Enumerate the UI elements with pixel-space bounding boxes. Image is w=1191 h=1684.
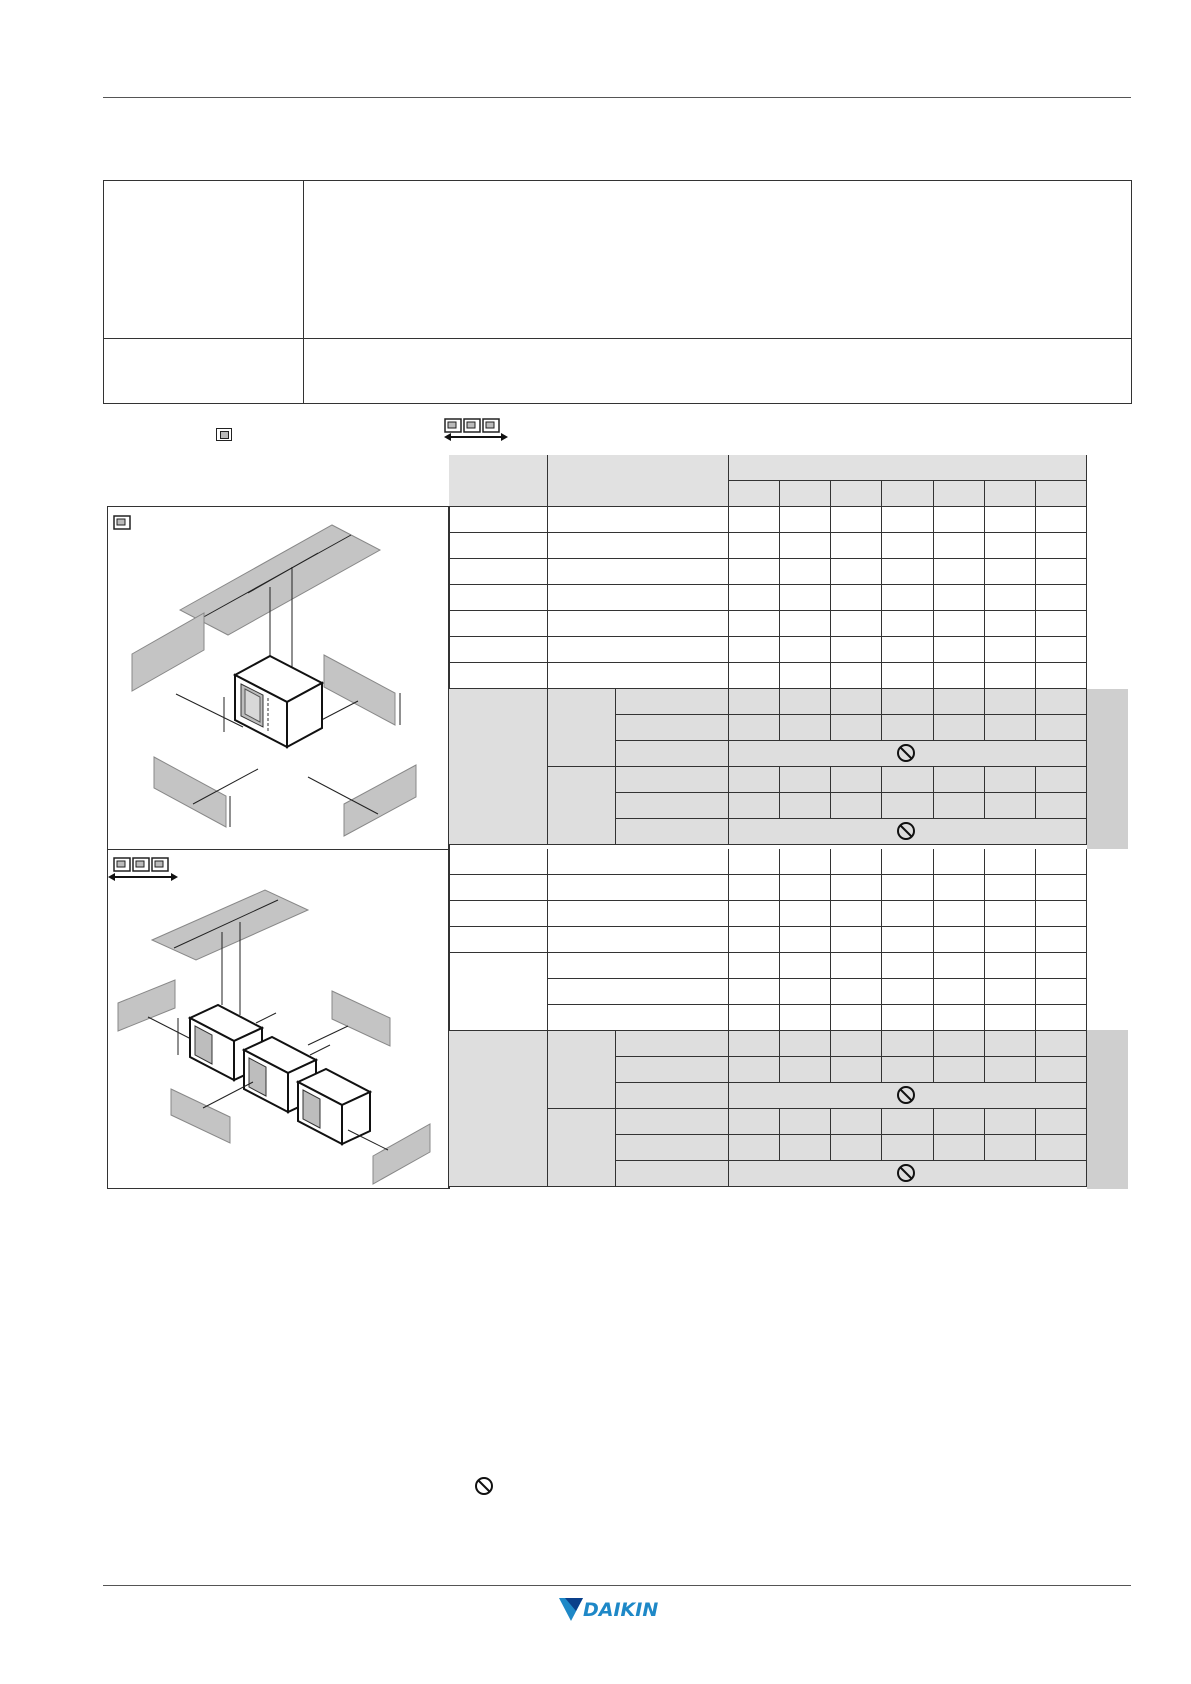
value-cell [729, 1109, 780, 1135]
single-unit-icon [216, 428, 232, 441]
value-cell [729, 1135, 780, 1161]
value-cell [1036, 1005, 1087, 1031]
row-label-cell [449, 559, 548, 585]
row-label-cell [616, 1135, 729, 1161]
value-cell [831, 481, 882, 507]
value-cell [1036, 559, 1087, 585]
prohibited-symbol-icon [896, 1163, 916, 1183]
value-cell [729, 849, 780, 875]
subgroup-label-cell [548, 1109, 616, 1187]
row-label-cell [449, 901, 548, 927]
value-cell [934, 767, 985, 793]
row-label-cell [548, 663, 729, 689]
value-cell [729, 767, 780, 793]
value-cell [882, 481, 933, 507]
value-cell [985, 585, 1036, 611]
row-label-cell [616, 1031, 729, 1057]
value-cell [985, 533, 1036, 559]
value-cell [934, 1005, 985, 1031]
value-cell [1036, 875, 1087, 901]
value-cell [1036, 979, 1087, 1005]
value-cell [882, 637, 933, 663]
value-cell [985, 901, 1036, 927]
value-cell [985, 979, 1036, 1005]
value-cell [831, 793, 882, 819]
row-label-cell [449, 927, 548, 953]
subgroup-label-cell [548, 1031, 616, 1109]
value-cell [882, 875, 933, 901]
value-cell [985, 793, 1036, 819]
value-cell [1036, 849, 1087, 875]
value-cell [1036, 715, 1087, 741]
group-label-cell [449, 1031, 548, 1187]
value-cell [934, 689, 985, 715]
value-cell [831, 637, 882, 663]
value-cell [831, 663, 882, 689]
value-cell [882, 979, 933, 1005]
value-cell [1036, 927, 1087, 953]
value-cell [985, 689, 1036, 715]
value-cell [831, 875, 882, 901]
value-cell [780, 481, 831, 507]
value-cell [985, 1109, 1036, 1135]
value-cell [780, 1005, 831, 1031]
value-cell [882, 953, 933, 979]
row-label-cell [548, 637, 729, 663]
value-cell [831, 767, 882, 793]
value-cell [934, 927, 985, 953]
row-label-cell [548, 875, 729, 901]
row-label-cell [616, 767, 729, 793]
info-table-column-divider [303, 181, 304, 403]
row-label-cell [548, 849, 729, 875]
value-cell [831, 953, 882, 979]
value-cell [831, 559, 882, 585]
value-cell [780, 507, 831, 533]
value-cell [780, 849, 831, 875]
value-cell [1036, 901, 1087, 927]
value-cell [882, 663, 933, 689]
value-cell [882, 901, 933, 927]
value-cell [882, 689, 933, 715]
row-label-cell [449, 533, 548, 559]
value-cell [831, 1031, 882, 1057]
multi-unit-row-icon [444, 418, 508, 442]
value-cell [934, 663, 985, 689]
value-cell [831, 689, 882, 715]
value-cell [780, 767, 831, 793]
value-cell [934, 611, 985, 637]
value-cell [882, 1031, 933, 1057]
value-cell [934, 1031, 985, 1057]
value-cell [780, 793, 831, 819]
value-cell [882, 1135, 933, 1161]
value-cell [831, 585, 882, 611]
value-cell [780, 1057, 831, 1083]
value-cell [934, 507, 985, 533]
value-cell [882, 715, 933, 741]
value-cell [780, 1031, 831, 1057]
row-label-cell [548, 953, 729, 979]
value-cell [985, 559, 1036, 585]
value-cell [1036, 663, 1087, 689]
value-cell [934, 901, 985, 927]
row-label-cell [548, 979, 729, 1005]
row-label-cell [616, 1057, 729, 1083]
value-cell [985, 715, 1036, 741]
row-label-cell [616, 689, 729, 715]
value-cell [934, 715, 985, 741]
value-cell [1036, 637, 1087, 663]
row-label-cell [449, 637, 548, 663]
value-cell [882, 1005, 933, 1031]
value-cell [780, 663, 831, 689]
value-cell [729, 637, 780, 663]
value-cell [831, 1057, 882, 1083]
value-cell [780, 1135, 831, 1161]
value-cell [882, 559, 933, 585]
side-tab-upper [1087, 689, 1128, 849]
value-cell [831, 849, 882, 875]
value-cell [729, 559, 780, 585]
value-cell [985, 663, 1036, 689]
value-cell [729, 715, 780, 741]
value-cell [882, 533, 933, 559]
value-cell [1036, 689, 1087, 715]
value-cell [985, 637, 1036, 663]
footer-divider [103, 1585, 1131, 1586]
value-cell [985, 927, 1036, 953]
value-cell [934, 1109, 985, 1135]
value-cell [729, 663, 780, 689]
value-cell [780, 637, 831, 663]
row-label-cell [449, 663, 548, 689]
value-cell [780, 901, 831, 927]
header-divider [103, 97, 1131, 98]
value-cell [985, 611, 1036, 637]
side-tab-lower [1087, 1030, 1128, 1189]
value-cell [780, 611, 831, 637]
value-cell [934, 1057, 985, 1083]
value-cell [1036, 1057, 1087, 1083]
value-cell [729, 1057, 780, 1083]
value-cell [780, 1109, 831, 1135]
value-cell [882, 1057, 933, 1083]
header-cell [729, 455, 1087, 481]
value-cell [882, 793, 933, 819]
value-cell [780, 689, 831, 715]
value-cell [780, 533, 831, 559]
value-cell [985, 507, 1036, 533]
value-cell [780, 979, 831, 1005]
value-cell [1036, 507, 1087, 533]
single-unit-clearance-diagram [108, 507, 448, 849]
value-cell [985, 1005, 1036, 1031]
value-cell [831, 533, 882, 559]
row-label-cell [616, 715, 729, 741]
value-cell [729, 1031, 780, 1057]
logo-text: DAIKIN [583, 1599, 659, 1621]
value-cell [729, 793, 780, 819]
value-cell [985, 953, 1036, 979]
value-cell [1036, 1135, 1087, 1161]
value-cell [729, 507, 780, 533]
value-cell [934, 533, 985, 559]
value-cell [780, 715, 831, 741]
value-cell [934, 875, 985, 901]
value-cell [934, 1135, 985, 1161]
value-cell [934, 559, 985, 585]
value-cell [780, 953, 831, 979]
value-cell [934, 849, 985, 875]
value-cell [831, 1135, 882, 1161]
value-cell [831, 979, 882, 1005]
value-cell [729, 875, 780, 901]
row-label-cell [449, 849, 548, 875]
row-label-cell [616, 819, 729, 845]
value-cell [985, 875, 1036, 901]
value-cell [934, 481, 985, 507]
value-cell [1036, 1031, 1087, 1057]
daikin-logo [559, 1595, 677, 1623]
row-label-cell [548, 611, 729, 637]
row-label-cell [548, 585, 729, 611]
value-cell [934, 979, 985, 1005]
row-label-cell [548, 1005, 729, 1031]
value-cell [985, 767, 1036, 793]
row-label-cell [449, 611, 548, 637]
header-cell [548, 455, 729, 507]
value-cell [1036, 793, 1087, 819]
value-cell [729, 927, 780, 953]
value-cell [729, 953, 780, 979]
value-cell [934, 953, 985, 979]
value-cell [780, 927, 831, 953]
value-cell [985, 481, 1036, 507]
value-cell [882, 927, 933, 953]
value-cell [882, 1109, 933, 1135]
value-cell [729, 481, 780, 507]
value-cell [1036, 1109, 1087, 1135]
value-cell [882, 507, 933, 533]
value-cell [985, 1031, 1036, 1057]
value-cell [831, 1109, 882, 1135]
value-cell [729, 611, 780, 637]
row-label-cell [616, 1083, 729, 1109]
value-cell [1036, 533, 1087, 559]
value-cell [831, 611, 882, 637]
row-label-cell [548, 507, 729, 533]
clearance-table [449, 455, 1087, 1189]
value-cell [985, 1135, 1036, 1161]
value-cell [831, 507, 882, 533]
value-cell [1036, 611, 1087, 637]
value-cell [1036, 481, 1087, 507]
value-cell [729, 901, 780, 927]
value-cell [934, 793, 985, 819]
subgroup-label-cell [548, 689, 616, 767]
header-cell [449, 455, 548, 507]
row-label-cell [616, 1161, 729, 1187]
row-label-cell [616, 741, 729, 767]
value-cell [882, 849, 933, 875]
value-cell [934, 585, 985, 611]
row-label-cell [449, 953, 548, 1031]
value-cell [729, 533, 780, 559]
info-table-row-divider [104, 338, 1131, 339]
value-cell [831, 927, 882, 953]
value-cell [1036, 953, 1087, 979]
value-cell [831, 901, 882, 927]
value-cell [1036, 585, 1087, 611]
value-cell [780, 585, 831, 611]
row-label-cell [616, 1109, 729, 1135]
prohibited-symbol-icon [896, 821, 916, 841]
row-label-cell [548, 927, 729, 953]
info-table [103, 180, 1132, 404]
value-cell [985, 1057, 1036, 1083]
subgroup-label-cell [548, 767, 616, 845]
value-cell [831, 715, 882, 741]
row-label-cell [449, 507, 548, 533]
value-cell [729, 689, 780, 715]
value-cell [780, 559, 831, 585]
row-label-cell [449, 585, 548, 611]
value-cell [780, 875, 831, 901]
prohibited-symbol-icon [896, 743, 916, 763]
row-label-cell [548, 559, 729, 585]
row-label-cell [548, 533, 729, 559]
value-cell [882, 767, 933, 793]
value-cell [985, 849, 1036, 875]
value-cell [831, 1005, 882, 1031]
value-cell [1036, 767, 1087, 793]
value-cell [934, 637, 985, 663]
value-cell [729, 979, 780, 1005]
value-cell [882, 611, 933, 637]
group-label-cell [449, 689, 548, 845]
row-label-cell [449, 875, 548, 901]
prohibited-symbol-icon [474, 1476, 494, 1496]
row-label-cell [616, 793, 729, 819]
value-cell [729, 1005, 780, 1031]
multi-unit-clearance-diagram [108, 850, 448, 1188]
row-label-cell [548, 901, 729, 927]
value-cell [882, 585, 933, 611]
prohibited-symbol-icon [896, 1085, 916, 1105]
value-cell [729, 585, 780, 611]
